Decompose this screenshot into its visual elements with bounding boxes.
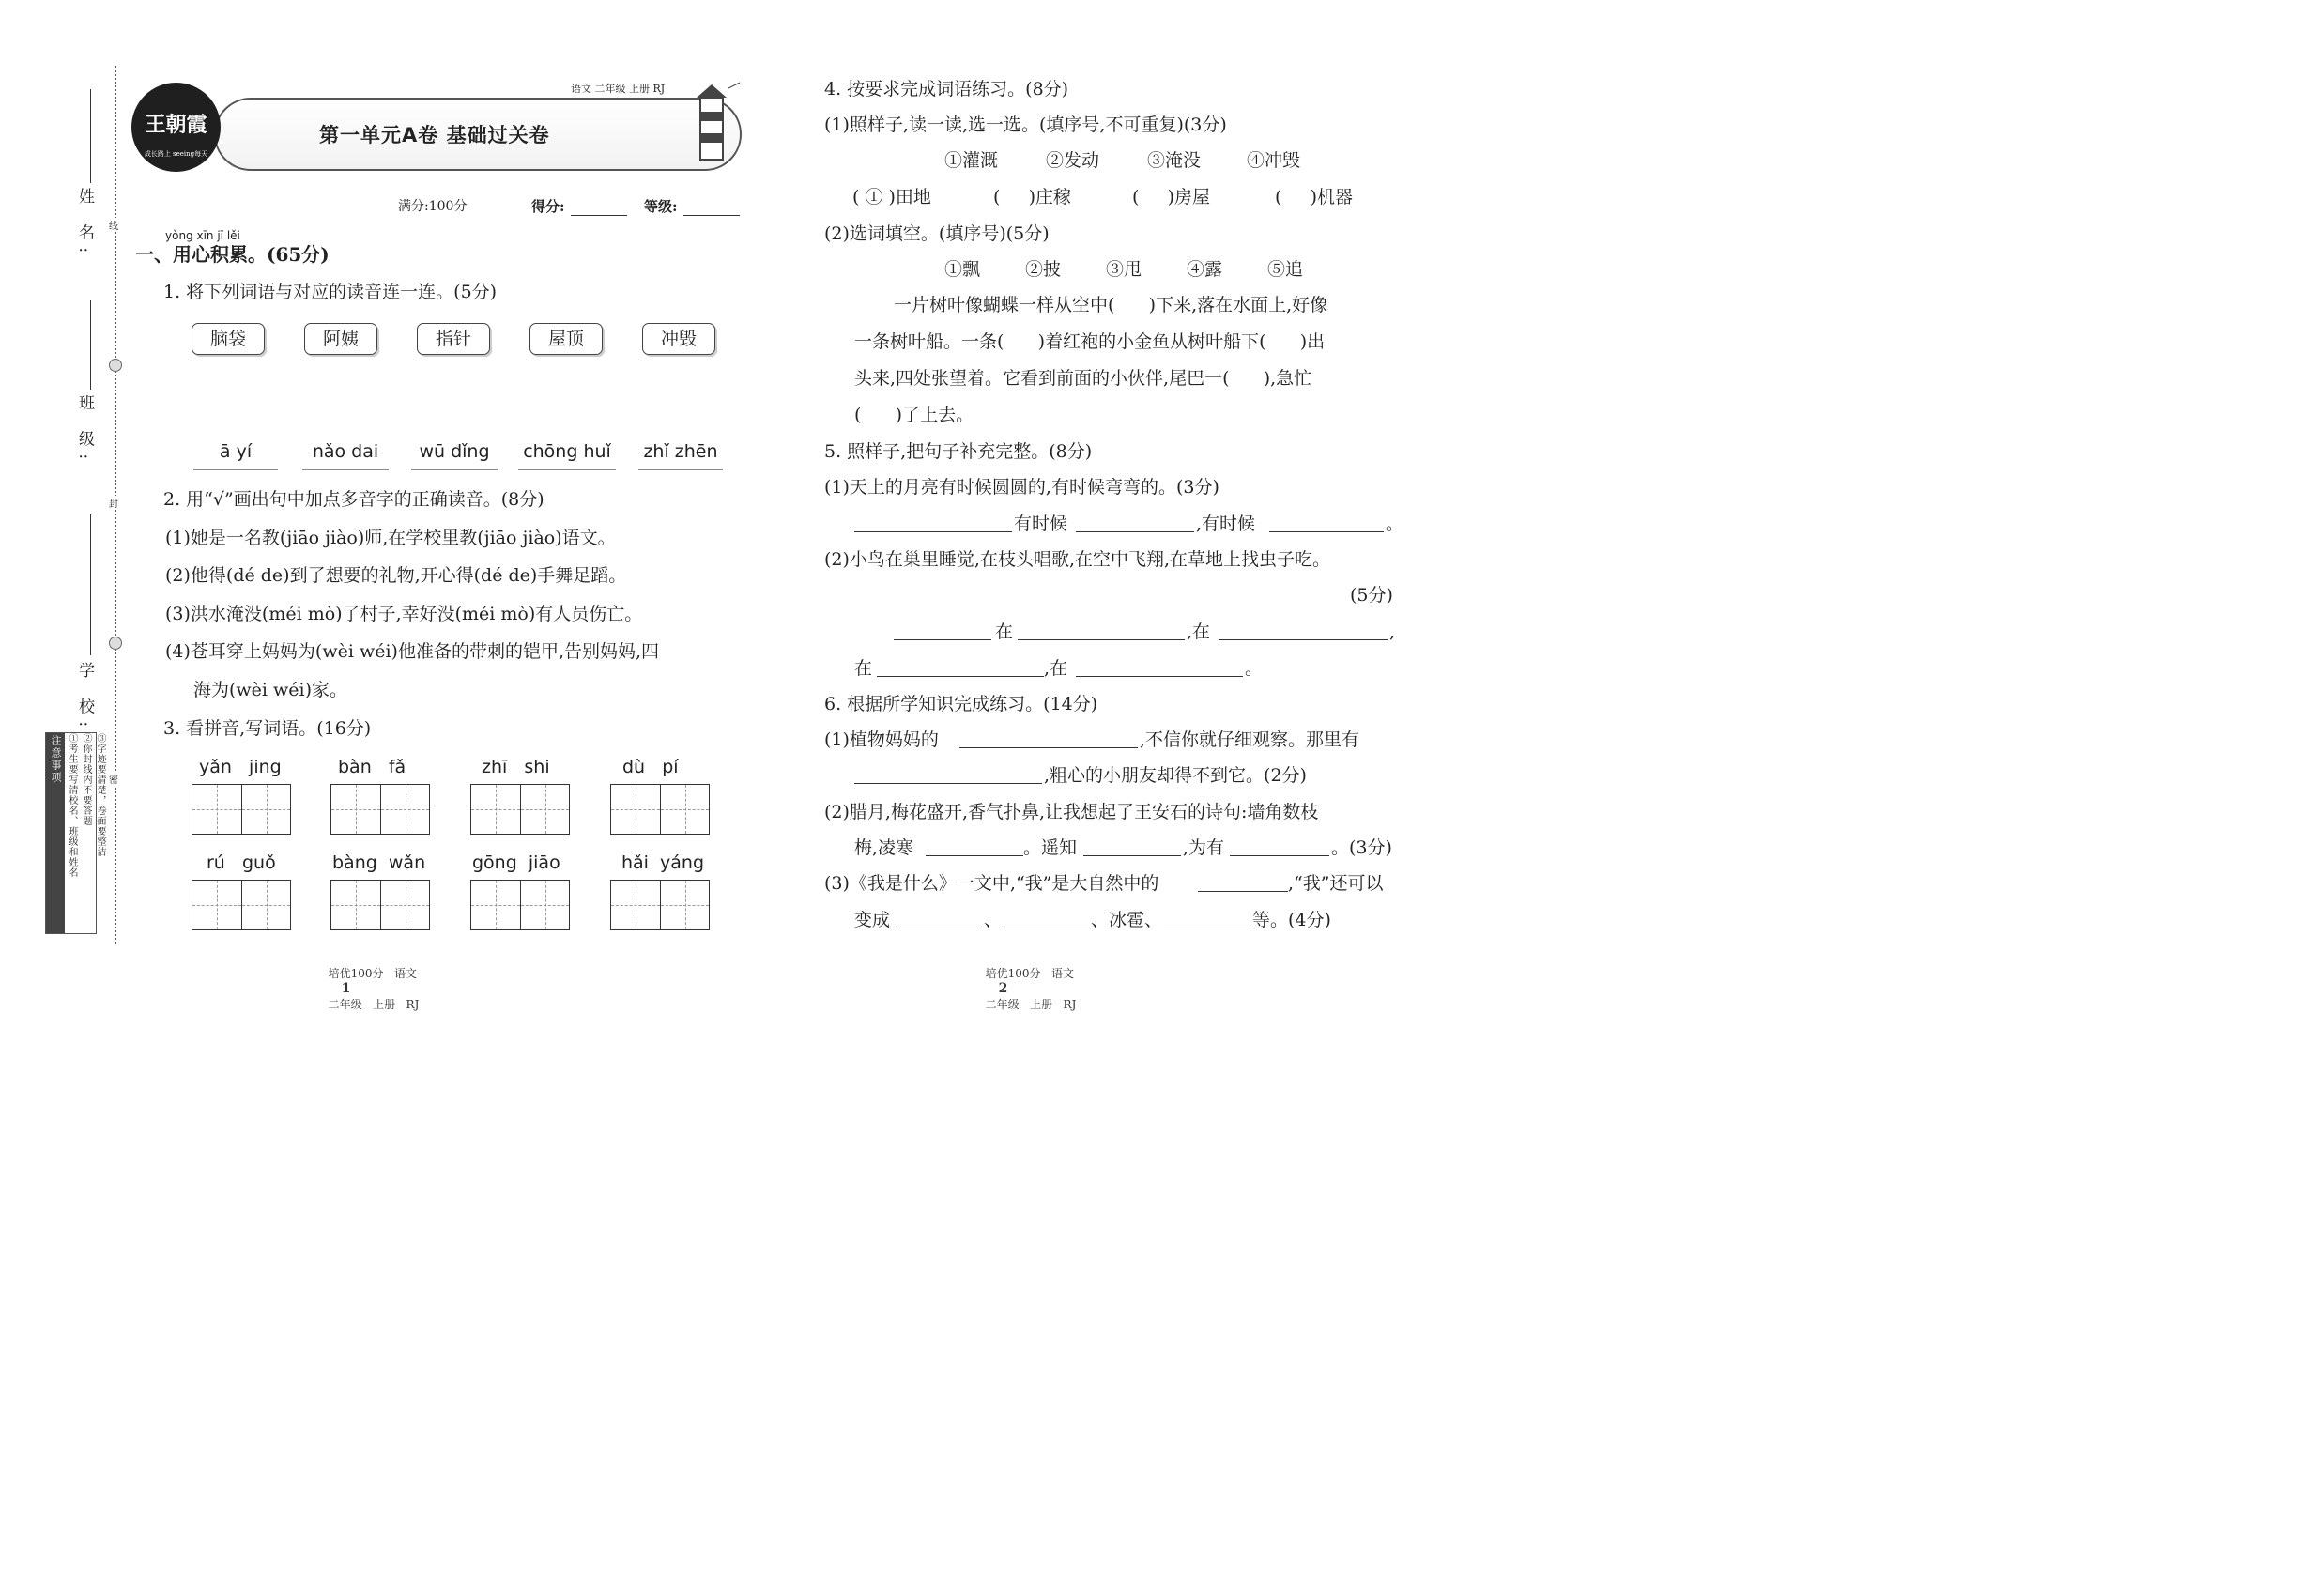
name-line <box>90 89 91 183</box>
q4-paragraph-4: ( )了上去。 <box>854 405 974 425</box>
q5-sub2-score: (5分) <box>1350 585 1393 606</box>
q6-blank-2[interactable] <box>854 765 1042 784</box>
q6-s2b: 梅,凌寒 <box>854 837 914 858</box>
q6-s2a: (2)腊月,梅花盛开,香气扑鼻,让我想起了王安石的诗句:墙角数枝 <box>824 802 1319 822</box>
q2-line-1: (1)她是一名教(jiāo jiào)师,在学校里教(jiāo jiào)语文。 <box>165 528 616 548</box>
writing-grid-7[interactable] <box>470 880 570 930</box>
notice-box <box>45 732 105 934</box>
notice-title: 注意事项 <box>46 733 65 933</box>
q5-sometimes-2: ,有时候 <box>1196 514 1256 534</box>
pinyin-option-2[interactable]: nǎo dai <box>302 441 389 470</box>
logo-text: 王朝霞 <box>145 113 207 137</box>
pinyin-option-4[interactable]: chōng huǐ <box>518 441 616 470</box>
q4-word-3: ③甩 <box>1106 259 1142 280</box>
footer-left <box>321 952 419 1012</box>
q4-sub1: (1)照样子,读一读,选一选。(填序号,不可重复)(3分) <box>824 115 1227 135</box>
q2-line-4: (4)苍耳穿上妈妈为(wèi wéi)他准备的带刺的铠甲,告别妈妈,四 <box>165 641 660 662</box>
writing-grid-1[interactable] <box>192 784 291 835</box>
clip-hole-1 <box>109 359 122 372</box>
class-line <box>90 300 91 390</box>
footer-right <box>978 952 1076 1012</box>
q6-s3f: 等。(4分) <box>1252 910 1331 930</box>
q6-prompt: 6. 根据所学知识完成练习。(14分) <box>824 694 1098 714</box>
q5-blank-2[interactable] <box>1076 514 1194 532</box>
q2-line-2: (2)他得(dé de)到了想要的礼物,开心得(dé de)手舞足蹈。 <box>165 565 627 586</box>
q6-s3a: (3)《我是什么》一文中,“我”是大自然中的 <box>824 873 1159 894</box>
q1-prompt: 1. 将下列词语与对应的读音连一连。(5分) <box>163 282 498 302</box>
cut-mark-1: 线 <box>109 218 118 232</box>
pinyin-option-1[interactable]: ā yí <box>193 441 278 470</box>
q4-prompt: 4. 按要求完成词语练习。(8分) <box>824 79 1069 100</box>
q4-option-1: ①灌溉 <box>944 150 999 171</box>
q6-blank-9[interactable] <box>1164 910 1250 928</box>
q3-pinyin-1: yǎn jing <box>199 757 282 777</box>
q6-s3b: ,“我”还可以 <box>1288 873 1384 894</box>
footer-right-post: 二年级 上册 RJ <box>985 998 1077 1011</box>
logo-slogan: 成长路上 seeing每天 <box>144 150 208 158</box>
footer-left-pre: 培优100分 语文 <box>328 967 417 980</box>
word-card-5[interactable]: 冲毁 <box>642 323 715 355</box>
page-title: 第一单元A卷 基础过关卷 <box>319 124 550 146</box>
q4-option-2: ②发动 <box>1046 150 1100 171</box>
page-number-2: 2 <box>998 981 1008 996</box>
footer-right-pre: 培优100分 语文 <box>985 967 1074 980</box>
pinyin-option-3[interactable]: wū dǐng <box>411 441 498 470</box>
word-card-4[interactable]: 屋顶 <box>529 323 603 355</box>
score-field[interactable] <box>571 197 627 216</box>
brand-logo <box>131 83 221 172</box>
q6-blank-1[interactable] <box>959 729 1138 748</box>
clip-hole-2 <box>109 637 122 650</box>
q5-sometimes-1: 有时候 <box>1014 514 1068 534</box>
word-card-1[interactable]: 脑袋 <box>192 323 265 355</box>
q4-fill-4[interactable]: ( )机器 <box>1275 187 1354 207</box>
q5-blank-4[interactable] <box>894 622 991 640</box>
pinyin-option-5[interactable]: zhǐ zhēn <box>638 441 723 470</box>
q3-pinyin-3: zhī shi <box>482 757 550 777</box>
notice-1: ①考生要写清校名、班级和姓名 <box>67 733 77 878</box>
q3-pinyin-6: bàng wǎn <box>332 852 426 873</box>
q3-pinyin-5: rú guǒ <box>207 852 276 873</box>
q4-paragraph-3: 头来,四处张望着。它看到前面的小伙伴,尾巴一( ),急忙 <box>854 368 1312 389</box>
q5-end-1: 。 <box>1386 514 1404 534</box>
q4-fill-1[interactable]: ( ① )田地 <box>852 187 931 207</box>
q3-prompt: 3. 看拼音,写词语。(16分) <box>163 718 372 739</box>
q6-s1b: ,不信你就仔细观察。那里有 <box>1140 729 1360 750</box>
cut-mark-3: 密 <box>109 772 118 786</box>
q5-blank-8[interactable] <box>1076 658 1243 677</box>
footer-left-post: 二年级 上册 RJ <box>328 998 420 1011</box>
q6-s3c: 变成 <box>854 910 891 930</box>
q3-pinyin-7: gōng jiāo <box>472 852 560 873</box>
q6-s1a: (1)植物妈妈的 <box>824 729 939 750</box>
q5-zai-1: 在 <box>995 622 1014 642</box>
q4-option-3: ③淹没 <box>1147 150 1202 171</box>
notice-3: ③字迹要清楚，卷面要整洁 <box>95 733 105 857</box>
q5-comma: , <box>1389 622 1396 642</box>
q5-sub1: (1)天上的月亮有时候圆圆的,有时候弯弯的。(3分) <box>824 477 1219 498</box>
cut-mark-2: 封 <box>109 496 118 510</box>
q4-paragraph-1: 一片树叶像蝴蝶一样从空中( )下来,落在水面上,好像 <box>894 295 1328 315</box>
q3-pinyin-4: dù pí <box>622 757 679 777</box>
q5-sub2: (2)小鸟在巢里睡觉,在枝头唱歌,在空中飞翔,在草地上找虫子吃。 <box>824 549 1331 570</box>
section1-title: 一、用心积累。(65分) <box>135 243 330 266</box>
q5-zai-2: ,在 <box>1187 622 1211 642</box>
q4-word-2: ②披 <box>1025 259 1062 280</box>
q6-s3e: 、冰雹、 <box>1091 910 1163 930</box>
lighthouse-icon <box>683 79 742 165</box>
writing-grid-2[interactable] <box>330 784 430 835</box>
q6-s2e: 。(3分) <box>1331 837 1392 858</box>
writing-grid-4[interactable] <box>610 784 710 835</box>
q5-zai-4: ,在 <box>1044 658 1068 679</box>
q5-zai-3: 在 <box>854 658 873 679</box>
grade-field[interactable] <box>683 197 740 216</box>
q5-prompt: 5. 照样子,把句子补充完整。(8分) <box>824 441 1093 462</box>
q2-line-5: 海为(wèi wéi)家。 <box>193 680 348 700</box>
school-label: 学 校: <box>75 662 94 735</box>
score-label: 得分: <box>531 198 565 215</box>
school-line <box>90 514 91 655</box>
q4-fill-2[interactable]: ( )庄稼 <box>993 187 1072 207</box>
q4-sub2: (2)选词填空。(填序号)(5分) <box>824 223 1050 244</box>
word-card-2[interactable]: 阿姨 <box>304 323 377 355</box>
q5-blank-6[interactable] <box>1219 622 1388 640</box>
q5-end-2: 。 <box>1245 658 1264 679</box>
writing-grid-8[interactable] <box>610 880 710 930</box>
q6-s1c: ,粗心的小朋友却得不到它。(2分) <box>1044 765 1307 786</box>
writing-grid-5[interactable] <box>192 880 291 930</box>
writing-grid-3[interactable] <box>470 784 570 835</box>
header-meta: 语文 二年级 上册 RJ <box>571 83 666 95</box>
q2-line-3: (3)洪水淹没(méi mò)了村子,幸好没(méi mò)有人员伤亡。 <box>165 604 643 624</box>
class-label: 班 级: <box>75 394 94 468</box>
q4-word-4: ④露 <box>1187 259 1223 280</box>
q3-pinyin-8: hǎi yáng <box>621 852 705 873</box>
word-card-3[interactable]: 指针 <box>417 323 490 355</box>
notice-2: ②你封线内不要答题 <box>81 733 91 826</box>
q6-s2d: ,为有 <box>1183 837 1225 858</box>
q5-blank-1[interactable] <box>854 514 1012 532</box>
section1-pinyin: yòng xīn jī lěi <box>165 229 240 242</box>
q6-s2c: 。遥知 <box>1023 837 1078 858</box>
q6-blank-4[interactable] <box>1083 837 1181 856</box>
name-label: 姓 名: <box>75 188 94 261</box>
q6-blank-5[interactable] <box>1230 837 1329 856</box>
q6-blank-7[interactable] <box>896 910 982 928</box>
writing-grid-6[interactable] <box>330 880 430 930</box>
grade-label: 等级: <box>644 198 678 215</box>
q3-pinyin-2: bàn fǎ <box>338 757 406 777</box>
q6-s3d: 、 <box>984 910 1003 930</box>
q6-blank-6[interactable] <box>1198 873 1288 892</box>
q4-option-4: ④冲毁 <box>1247 150 1301 171</box>
q5-blank-7[interactable] <box>877 658 1044 677</box>
q4-word-1: ①飘 <box>944 259 981 280</box>
q4-word-5: ⑤追 <box>1267 259 1304 280</box>
full-score: 满分:100分 <box>398 199 468 214</box>
q6-blank-8[interactable] <box>1004 910 1091 928</box>
q5-blank-3[interactable] <box>1269 514 1384 532</box>
q4-paragraph-2: 一条树叶船。一条( )着红袍的小金鱼从树叶船下( )出 <box>854 331 1326 352</box>
q4-fill-3[interactable]: ( )房屋 <box>1132 187 1211 207</box>
q2-prompt: 2. 用“√”画出句中加点多音字的正确读音。(8分) <box>163 489 544 510</box>
q6-blank-3[interactable] <box>926 837 1023 856</box>
q5-blank-5[interactable] <box>1018 622 1185 640</box>
page-number-1: 1 <box>341 981 351 996</box>
